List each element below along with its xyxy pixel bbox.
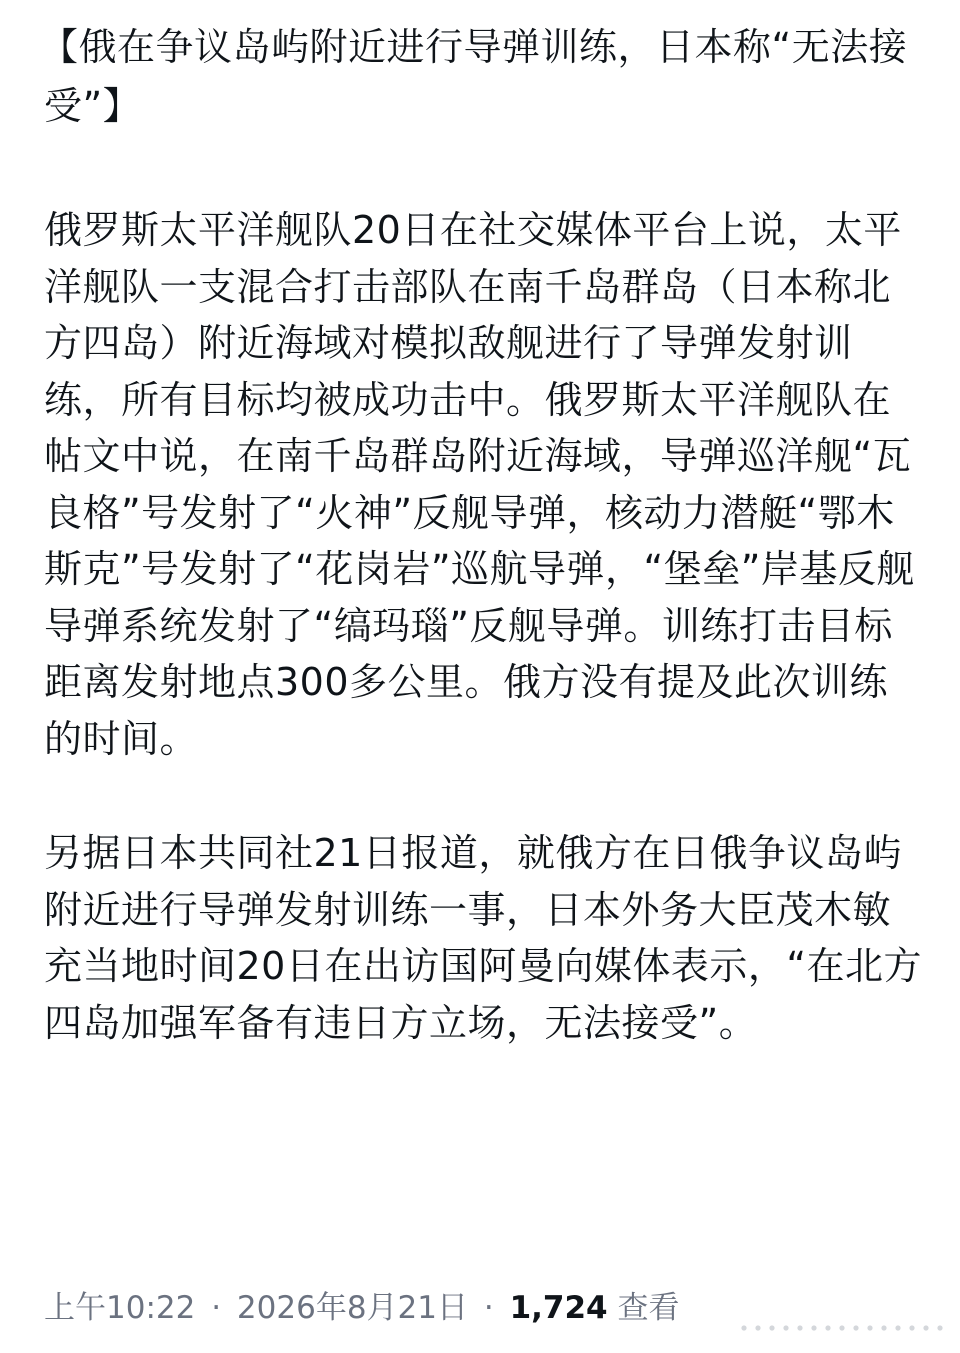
post-meta	[44, 1286, 679, 1330]
views-label: 查看	[617, 1290, 680, 1326]
meta-separator: ·	[483, 1290, 494, 1326]
post-body	[40, 18, 924, 1051]
post-paragraph-2: 另据日本共同社21日报道，就俄方在日俄争议岛屿附近进行导弹发射训练一事，日本外务大臣茂木敏充当地时间20日在出访国阿曼向媒体表示，“在北方四岛加强军备有违日方立场，无法接受”。	[44, 831, 923, 1045]
post-paragraph-1: 俄罗斯太平洋舰队20日在社交媒体平台上说，太平洋舰队一支混合打击部队在南千岛群岛（日本称北方四岛）附近海域对模拟敌舰进行了导弹发射训练，所有目标均被成功击中。俄罗斯太平洋舰队在帖文中说，在南千岛群岛附近海域，导弹巡洋舰“瓦良格”号发射了“火神”反舰导弹，核动力潜艇“鄂木斯克”号发射了“花岗岩”巡航导弹，“堡垒”岸基反舰导弹系统发射了“缟玛瑙”反舰导弹。训练打击目标距离发射地点300多公里。俄方没有提及此次训练的时间。	[44, 208, 915, 761]
views-count: 1,724	[509, 1290, 608, 1326]
post-date[interactable]: 2026年8月21日	[236, 1290, 468, 1326]
meta-separator: ·	[211, 1290, 222, 1326]
post-headline: 【俄在争议岛屿附近进行导弹训练，日本称“无法接受”】	[40, 25, 908, 128]
post-time[interactable]: 上午10:22	[44, 1290, 196, 1326]
watermark-dots	[740, 1318, 952, 1338]
